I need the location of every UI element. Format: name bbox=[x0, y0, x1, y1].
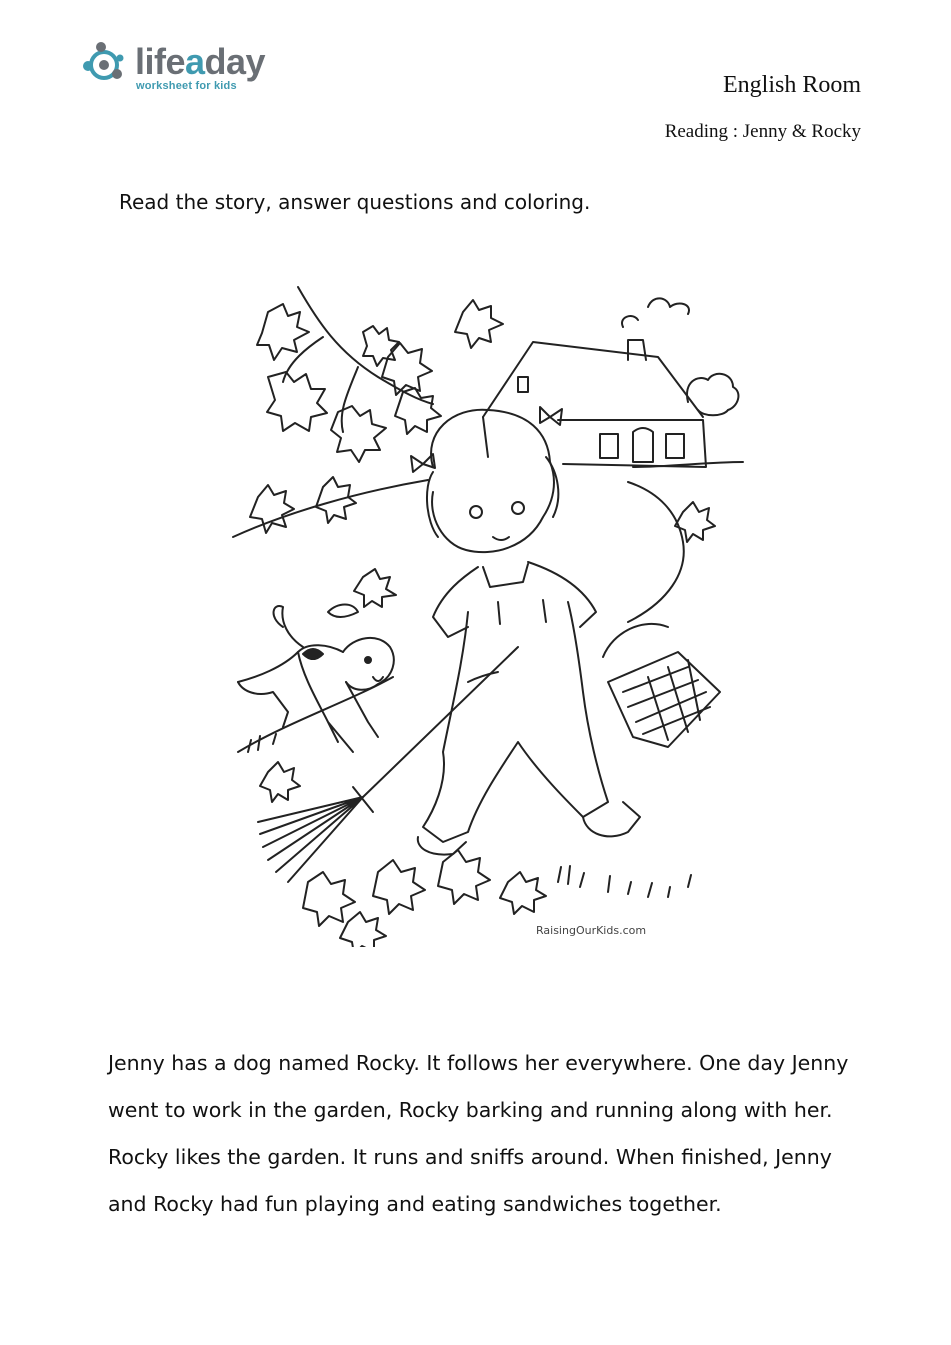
story-paragraph bbox=[108, 1040, 868, 1228]
basket bbox=[603, 624, 720, 747]
dog-figure bbox=[238, 606, 394, 752]
path-line bbox=[628, 482, 684, 622]
story-line: Rocky likes the garden. It runs and sniffs around. When finished, Jenny bbox=[108, 1145, 832, 1169]
tree-branch bbox=[250, 287, 503, 533]
instruction-text: Read the story, answer questions and coloring. bbox=[119, 190, 591, 214]
coloring-illustration bbox=[228, 282, 748, 947]
rake bbox=[258, 647, 518, 882]
girl-figure bbox=[411, 407, 640, 855]
brand-tagline: worksheet for kids bbox=[136, 80, 237, 92]
story-line: Jenny has a dog named Rocky. It follows her everywhere. One day Jenny bbox=[108, 1051, 849, 1075]
page-subtitle: Reading : Jenny & Rocky bbox=[664, 121, 861, 142]
brand-wordmark: lifeaday bbox=[135, 41, 266, 82]
molecule-logo-icon bbox=[80, 38, 132, 90]
story-line: and Rocky had fun playing and eating sandwiches together. bbox=[108, 1192, 722, 1216]
house bbox=[483, 298, 738, 467]
hill-line bbox=[233, 480, 428, 537]
page-title: English Room bbox=[722, 72, 861, 98]
story-line: went to work in the garden, Rocky barking and running along with her. bbox=[108, 1098, 833, 1122]
brand-logo bbox=[80, 38, 280, 98]
illustration-watermark: RaisingOurKids.com bbox=[536, 924, 647, 937]
